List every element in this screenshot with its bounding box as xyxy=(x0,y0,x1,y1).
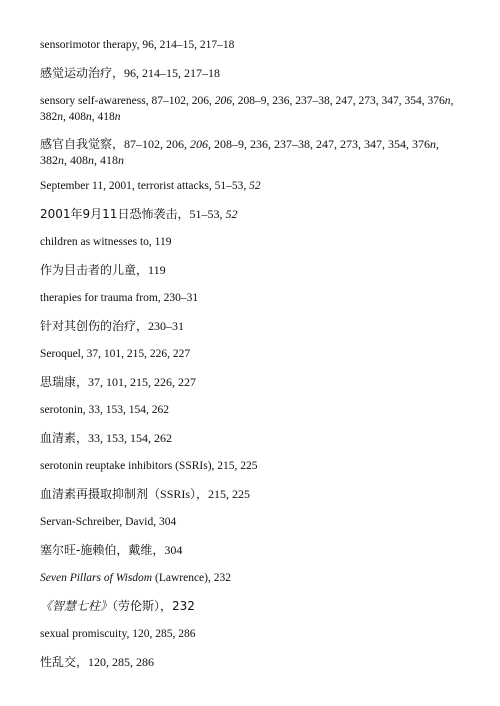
entry-text-segment: serotonin, 33, 153, 154, 262 xyxy=(40,404,170,416)
entry-text-segment: 408 xyxy=(65,110,86,123)
entry-text-segment: （SSRIs），215, 225 xyxy=(148,487,251,501)
entry-text-segment: 208–9, 236, 237–38, 247, 273, 347, 354, 376 xyxy=(211,137,431,151)
index-entry xyxy=(40,291,465,307)
entry-text-segment: ，87–102, 206, xyxy=(112,137,191,151)
entry-text-segment: （劳伦斯），232 xyxy=(112,599,195,613)
index-entry-translation xyxy=(40,655,465,671)
entry-text-segment: Seroquel, 37, 101, 215, 226, 227 xyxy=(40,348,191,360)
index-entry xyxy=(40,94,465,125)
entry-text-segment: 418 xyxy=(97,152,118,167)
entry-text-segment: 《智慧七柱》 xyxy=(40,599,113,613)
entry-text-segment: September 11, 2001, terrorist attacks, 51–53, xyxy=(40,180,250,192)
entry-text-segment: n xyxy=(114,110,121,123)
index-entry xyxy=(40,403,465,419)
index-entry-translation xyxy=(40,319,465,335)
entry-text-segment: n, xyxy=(88,152,97,167)
index-entry-translation xyxy=(40,66,465,82)
entry-text-segment: 52 xyxy=(249,180,261,192)
index-entry-translation xyxy=(40,431,465,447)
entry-text-segment: n, xyxy=(430,137,440,151)
entry-text-segment: 208–9, 236, 237–38, 247, 273, 347, 354, 376 xyxy=(234,95,445,107)
entry-text-segment: 感官自我觉察 xyxy=(40,137,113,151)
index-entry-translation xyxy=(40,263,465,279)
index-entry-translation xyxy=(40,137,465,168)
entry-text-segment: n xyxy=(118,152,124,167)
entry-text-segment: children as witnesses to, 119 xyxy=(40,236,172,248)
entry-text-segment: 52 xyxy=(225,207,238,221)
index-entry xyxy=(40,235,465,251)
entry-text-segment: 418 xyxy=(94,110,115,123)
index-entry xyxy=(40,515,465,531)
entry-text-segment: 思瑞康 xyxy=(40,375,77,389)
entry-text-segment: ，37, 101, 215, 226, 227 xyxy=(76,375,197,389)
entry-text-segment: ，33, 153, 154, 262 xyxy=(76,431,173,445)
entry-text-segment: 206, xyxy=(214,95,235,107)
entry-text-segment: n, xyxy=(444,95,454,107)
entry-text-segment: n, xyxy=(58,152,67,167)
entry-text-segment: 感觉运动治疗 xyxy=(40,66,113,80)
entry-text-segment: 血清素再摄取抑制剂 xyxy=(40,487,149,501)
entry-text-segment: sensorimotor therapy, 96, 214–15, 217–18 xyxy=(40,39,235,51)
index-entry xyxy=(40,627,465,643)
entry-text-segment: 408 xyxy=(67,152,88,167)
entry-text-segment: ，96, 214–15, 217–18 xyxy=(112,66,221,80)
index-entry-translation xyxy=(40,207,465,223)
entry-text-segment: ，230–31 xyxy=(136,319,185,333)
entry-text-segment: 206, xyxy=(190,137,212,151)
entry-text-segment: therapies for trauma from, 230–31 xyxy=(40,292,199,304)
entry-text-segment: ，304 xyxy=(152,543,183,557)
index-entry-translation xyxy=(40,543,465,559)
entry-text-segment: Servan-Schreiber, David, 304 xyxy=(40,516,177,528)
entry-text-segment: n, xyxy=(86,110,95,123)
index-entry xyxy=(40,347,465,363)
entry-text-segment: (Lawrence), 232 xyxy=(152,572,231,584)
entry-text-segment: Seven Pillars of Wisdom xyxy=(40,572,153,584)
index-entry xyxy=(40,459,465,475)
entry-text-segment: ，51–53, xyxy=(177,207,226,221)
index-entry xyxy=(40,571,465,587)
entry-text-segment: n, xyxy=(57,110,66,123)
entry-text-segment: 针对其创伤的治疗 xyxy=(40,319,137,333)
entry-text-segment: sexual promiscuity, 120, 285, 286 xyxy=(40,628,196,640)
index-entry-translation xyxy=(40,375,465,391)
index-entry xyxy=(40,38,465,54)
entry-text-segment: 2001年9月11日恐怖袭击 xyxy=(40,207,178,221)
index-entry-translation xyxy=(40,599,465,615)
entry-text-segment: serotonin reuptake inhibitors (SSRIs), 215, 225 xyxy=(40,460,258,472)
entry-text-segment: sensory self-awareness, 87–102, 206, xyxy=(40,95,215,107)
index-entry xyxy=(40,179,465,195)
entry-text-segment: 作为目击者的儿童 xyxy=(40,263,137,277)
entry-text-segment: 382 xyxy=(40,110,58,123)
entry-text-segment: 塞尔旺-施赖伯，戴维 xyxy=(40,543,153,557)
index-entry-translation xyxy=(40,487,465,503)
entry-text-segment: ，120, 285, 286 xyxy=(76,655,155,669)
entry-text-segment: 血清素 xyxy=(40,431,77,445)
entry-text-segment: 性乱交 xyxy=(40,655,77,669)
entry-text-segment: 382 xyxy=(40,152,58,167)
entry-text-segment: ，119 xyxy=(136,263,166,277)
